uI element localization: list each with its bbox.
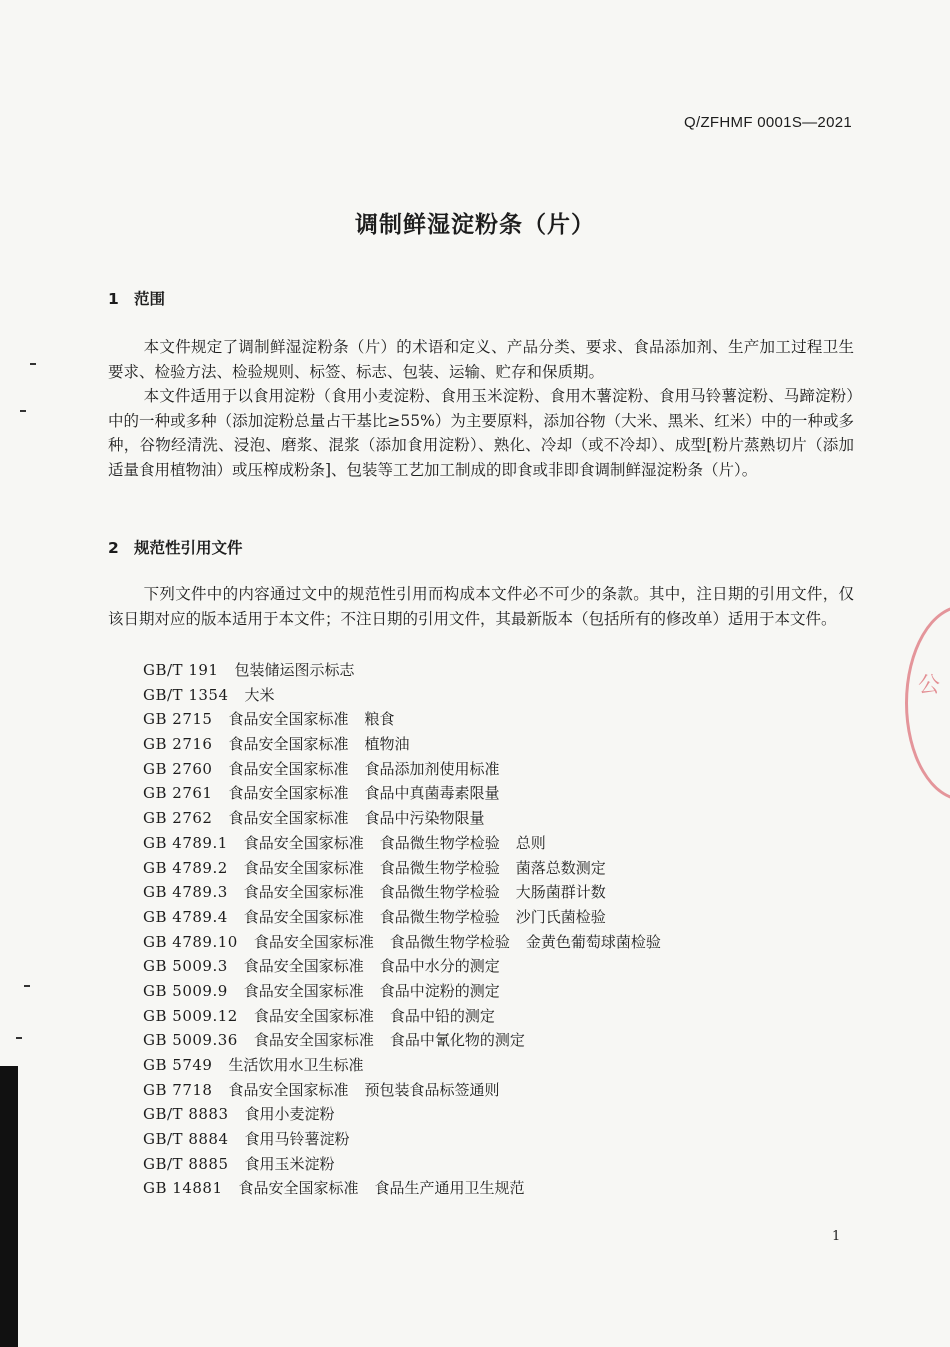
reference-item bbox=[143, 1028, 677, 1053]
reference-item bbox=[143, 856, 677, 881]
reference-title: 食品安全国家标准 bbox=[228, 784, 349, 803]
reference-item bbox=[143, 683, 677, 708]
reference-title: 包装储运图示标志 bbox=[234, 661, 355, 679]
reference-code: GB 5009.12 bbox=[143, 1006, 238, 1025]
reference-code: GB 2716 bbox=[143, 735, 213, 754]
scan-mark bbox=[20, 410, 26, 412]
reference-code: GB 14881 bbox=[143, 1179, 223, 1198]
reference-code: GB/T 8883 bbox=[143, 1105, 229, 1124]
reference-code: GB 4789.3 bbox=[143, 883, 228, 902]
reference-item bbox=[143, 930, 677, 955]
reference-code: GB 4789.10 bbox=[143, 932, 238, 951]
reference-part: 金黄色葡萄球菌检验 bbox=[525, 932, 661, 951]
scope-paragraph-1: 本文件规定了调制鲜湿淀粉条（片）的术语和定义、产品分类、要求、食品添加剂、生产加工过程卫生要求、检验方法、检验规则、标签、标志、包装、运输、贮存和保质期。 bbox=[108, 338, 854, 381]
reference-item bbox=[143, 732, 677, 757]
reference-item bbox=[143, 781, 677, 806]
reference-item bbox=[143, 1053, 677, 1078]
reference-title: 食品安全国家标准 bbox=[228, 1080, 349, 1099]
scan-mark bbox=[16, 1037, 22, 1039]
reference-item bbox=[143, 658, 677, 683]
reference-subtitle: 粮食 bbox=[364, 710, 395, 729]
reference-item bbox=[143, 1004, 677, 1029]
section-title: 范围 bbox=[134, 290, 166, 308]
reference-code: GB 2761 bbox=[143, 784, 213, 803]
reference-subtitle: 食品生产通用卫生规范 bbox=[374, 1179, 525, 1198]
reference-subtitle: 食品中污染物限量 bbox=[364, 809, 485, 828]
reference-code: GB 4789.2 bbox=[143, 858, 228, 877]
reference-code: GB 5009.9 bbox=[143, 981, 228, 1000]
reference-code: GB/T 191 bbox=[143, 661, 219, 679]
reference-title: 食品安全国家标准 bbox=[228, 759, 349, 778]
reference-item bbox=[143, 831, 677, 856]
reference-subtitle: 食品中水分的测定 bbox=[379, 957, 500, 976]
scan-mark bbox=[30, 363, 36, 365]
reference-item bbox=[143, 979, 677, 1004]
reference-subtitle: 食品中真菌毒素限量 bbox=[364, 784, 500, 803]
reference-item bbox=[143, 1127, 677, 1152]
reference-item bbox=[143, 806, 677, 831]
reference-code: GB 7718 bbox=[143, 1080, 213, 1099]
reference-item bbox=[143, 1102, 677, 1127]
reference-code: GB/T 8885 bbox=[143, 1154, 229, 1173]
reference-subtitle: 食品微生物学检验 bbox=[379, 833, 500, 852]
company-seal bbox=[905, 605, 950, 801]
reference-part: 沙门氏菌检验 bbox=[515, 907, 606, 926]
reference-subtitle: 食品中氰化物的测定 bbox=[389, 1031, 525, 1050]
section-heading-scope bbox=[108, 287, 165, 309]
section-heading-normative-references bbox=[108, 536, 243, 558]
reference-subtitle: 食品微生物学检验 bbox=[389, 932, 510, 951]
reference-part: 菌落总数测定 bbox=[515, 858, 606, 877]
reference-title: 食品安全国家标准 bbox=[243, 981, 364, 1000]
reference-title: 生活饮用水卫生标准 bbox=[228, 1056, 364, 1074]
reference-code: GB 4789.1 bbox=[143, 833, 228, 852]
reference-title: 食品安全国家标准 bbox=[243, 907, 364, 926]
reference-code: GB 5009.3 bbox=[143, 957, 228, 976]
reference-part: 总则 bbox=[515, 833, 546, 852]
scan-edge-shadow bbox=[0, 1066, 18, 1347]
reference-item bbox=[143, 954, 677, 979]
reference-title: 食品安全国家标准 bbox=[228, 735, 349, 754]
reference-title: 食品安全国家标准 bbox=[228, 809, 349, 828]
reference-title: 食用玉米淀粉 bbox=[244, 1154, 335, 1173]
reference-code: GB 5009.36 bbox=[143, 1031, 238, 1050]
reference-item bbox=[143, 905, 677, 930]
reference-subtitle: 食品微生物学检验 bbox=[379, 858, 500, 877]
scope-paragraph-2: 本文件适用于以食用淀粉（食用小麦淀粉、食用玉米淀粉、食用木薯淀粉、食用马铃薯淀粉、马蹄淀粉）中的一种或多种（添加淀粉总量占干基比≥55%）为主要原料，添加谷物（大米、黑米、红米）中的一种或多种，谷物经清洗、浸泡、磨浆、混浆（添加食用淀粉）、熟化、冷却（或不冷却）、成型[粉片蒸熟切片（添加适量食用植物油）或压榨成粉条]、包装等工艺加工制成的即食或非即食调制鲜湿淀粉条（片）。 bbox=[108, 387, 854, 479]
reference-item bbox=[143, 880, 677, 905]
reference-title: 食品安全国家标准 bbox=[253, 1006, 374, 1025]
reference-item bbox=[143, 757, 677, 782]
reference-item bbox=[143, 1176, 677, 1201]
reference-title: 食品安全国家标准 bbox=[243, 833, 364, 852]
reference-title: 食品安全国家标准 bbox=[243, 883, 364, 902]
reference-code: GB 2762 bbox=[143, 809, 213, 828]
reference-title: 食品安全国家标准 bbox=[253, 932, 374, 951]
reference-part: 大肠菌群计数 bbox=[515, 883, 606, 902]
reference-code: GB 5749 bbox=[143, 1056, 213, 1074]
reference-item bbox=[143, 1152, 677, 1177]
reference-code: GB 2760 bbox=[143, 759, 213, 778]
document-title: 调制鲜湿淀粉条（片） bbox=[355, 212, 595, 238]
reference-title: 食品安全国家标准 bbox=[243, 957, 364, 976]
reference-code: GB 4789.4 bbox=[143, 907, 228, 926]
document-code: Q/ZFHMF 0001S—2021 bbox=[684, 114, 852, 131]
reference-subtitle: 食品添加剂使用标准 bbox=[364, 759, 500, 778]
reference-title: 食用小麦淀粉 bbox=[244, 1105, 335, 1124]
reference-subtitle: 预包装食品标签通则 bbox=[364, 1080, 500, 1099]
scan-mark bbox=[24, 985, 30, 987]
reference-subtitle: 食品中铅的测定 bbox=[389, 1006, 495, 1025]
reference-subtitle: 食品中淀粉的测定 bbox=[379, 981, 500, 1000]
page-number: 1 bbox=[832, 1229, 841, 1244]
section-number: 2 bbox=[108, 539, 119, 557]
reference-subtitle: 食品微生物学检验 bbox=[379, 907, 500, 926]
reference-code: GB 2715 bbox=[143, 710, 213, 729]
reference-subtitle: 植物油 bbox=[364, 735, 410, 754]
reference-list bbox=[143, 658, 677, 1201]
reference-item bbox=[143, 1078, 677, 1103]
reference-title: 食用马铃薯淀粉 bbox=[244, 1130, 350, 1149]
section-title: 规范性引用文件 bbox=[134, 539, 243, 557]
seal-glyph: 公 bbox=[918, 673, 941, 698]
reference-title: 大米 bbox=[244, 685, 275, 704]
reference-title: 食品安全国家标准 bbox=[238, 1179, 359, 1198]
reference-title: 食品安全国家标准 bbox=[228, 710, 349, 729]
reference-code: GB/T 1354 bbox=[143, 685, 229, 704]
reference-code: GB/T 8884 bbox=[143, 1130, 229, 1149]
reference-subtitle: 食品微生物学检验 bbox=[379, 883, 500, 902]
reference-title: 食品安全国家标准 bbox=[243, 858, 364, 877]
section-number: 1 bbox=[108, 290, 119, 308]
reference-item bbox=[143, 707, 677, 732]
references-intro-paragraph: 下列文件中的内容通过文中的规范性引用而构成本文件必不可少的条款。其中，注日期的引用文件，仅该日期对应的版本适用于本文件；不注日期的引用文件，其最新版本（包括所有的修改单）适用于本文件。 bbox=[108, 585, 854, 628]
reference-title: 食品安全国家标准 bbox=[253, 1031, 374, 1050]
